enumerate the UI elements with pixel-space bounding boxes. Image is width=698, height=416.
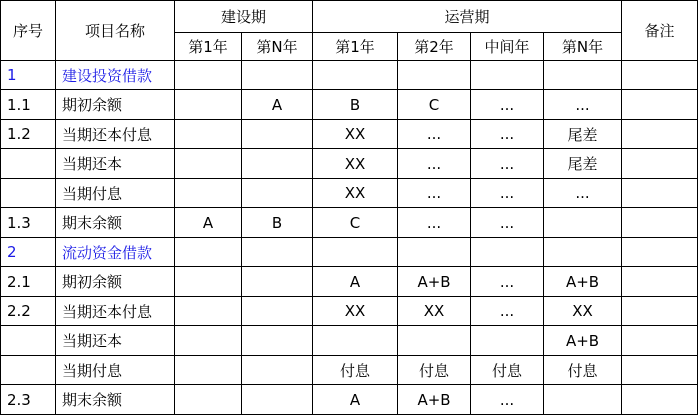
header-row-1 xyxy=(1,1,698,33)
table-row xyxy=(1,178,698,207)
header-operation-yearN: 第N年 xyxy=(544,32,622,60)
row-value-cell xyxy=(175,385,242,415)
row-seq xyxy=(1,149,56,178)
row-value-cell xyxy=(175,296,242,325)
row-value-cell: ... xyxy=(398,208,471,237)
row-value-cell: ... xyxy=(398,178,471,207)
row-value-cell: A xyxy=(313,385,398,415)
row-remark-cell xyxy=(622,90,698,119)
row-value-cell: B xyxy=(242,208,313,237)
row-value-cell: A+B xyxy=(398,267,471,296)
row-value-cell: C xyxy=(398,90,471,119)
row-value-cell xyxy=(242,355,313,384)
row-value-cell xyxy=(175,326,242,355)
row-value-cell: ... xyxy=(471,385,544,415)
row-value-cell xyxy=(313,237,398,266)
row-value-cell: ... xyxy=(544,90,622,119)
header-remark: 备注 xyxy=(622,1,698,61)
row-value-cell xyxy=(544,237,622,266)
table-row xyxy=(1,208,698,237)
row-value-cell: ... xyxy=(398,119,471,148)
row-value-cell: 付息 xyxy=(313,355,398,384)
table-row xyxy=(1,119,698,148)
row-seq xyxy=(1,178,56,207)
row-item-name: 当期付息 xyxy=(56,178,175,207)
row-value-cell: XX xyxy=(398,296,471,325)
row-value-cell xyxy=(242,296,313,325)
row-value-cell: B xyxy=(313,90,398,119)
row-seq xyxy=(1,326,56,355)
row-remark-cell xyxy=(622,385,698,415)
row-value-cell xyxy=(544,61,622,90)
table-row xyxy=(1,149,698,178)
row-value-cell xyxy=(175,119,242,148)
row-value-cell xyxy=(242,326,313,355)
row-remark-cell xyxy=(622,237,698,266)
header-operation-period: 运营期 xyxy=(313,1,622,33)
row-remark-cell xyxy=(622,355,698,384)
row-value-cell xyxy=(242,119,313,148)
row-value-cell: 付息 xyxy=(471,355,544,384)
row-value-cell: A xyxy=(242,90,313,119)
row-value-cell xyxy=(175,355,242,384)
row-item-name: 期初余额 xyxy=(56,267,175,296)
row-item-name: 当期还本付息 xyxy=(56,119,175,148)
row-value-cell xyxy=(471,326,544,355)
row-value-cell xyxy=(313,61,398,90)
row-seq xyxy=(1,355,56,384)
row-value-cell: ... xyxy=(544,178,622,207)
row-value-cell: ... xyxy=(471,267,544,296)
row-value-cell: A+B xyxy=(544,267,622,296)
table-row xyxy=(1,326,698,355)
row-value-cell xyxy=(242,149,313,178)
row-remark-cell xyxy=(622,326,698,355)
row-value-cell: ... xyxy=(471,149,544,178)
row-value-cell xyxy=(398,61,471,90)
row-value-cell xyxy=(175,267,242,296)
row-value-cell xyxy=(175,61,242,90)
row-value-cell xyxy=(313,326,398,355)
row-value-cell: XX xyxy=(313,296,398,325)
table-row xyxy=(1,90,698,119)
row-item-name: 建设投资借款 xyxy=(56,61,175,90)
row-value-cell xyxy=(175,237,242,266)
row-value-cell: ... xyxy=(471,296,544,325)
row-seq: 1.2 xyxy=(1,119,56,148)
row-remark-cell xyxy=(622,296,698,325)
row-value-cell xyxy=(175,149,242,178)
header-construction-yearN: 第N年 xyxy=(242,32,313,60)
row-value-cell: 付息 xyxy=(398,355,471,384)
header-operation-year2: 第2年 xyxy=(398,32,471,60)
table-row xyxy=(1,355,698,384)
header-construction-year1: 第1年 xyxy=(175,32,242,60)
row-value-cell: A+B xyxy=(544,326,622,355)
row-value-cell xyxy=(471,237,544,266)
row-value-cell: C xyxy=(313,208,398,237)
row-value-cell: A+B xyxy=(398,385,471,415)
table-row xyxy=(1,296,698,325)
row-seq: 2.2 xyxy=(1,296,56,325)
table-row xyxy=(1,237,698,266)
row-item-name: 期初余额 xyxy=(56,90,175,119)
row-seq: 1 xyxy=(1,61,56,90)
row-item-name: 当期付息 xyxy=(56,355,175,384)
row-remark-cell xyxy=(622,61,698,90)
row-value-cell: A xyxy=(313,267,398,296)
table-row xyxy=(1,267,698,296)
header-item-name: 项目名称 xyxy=(56,1,175,61)
row-value-cell: ... xyxy=(398,149,471,178)
row-value-cell: 付息 xyxy=(544,355,622,384)
header-operation-year1: 第1年 xyxy=(313,32,398,60)
row-value-cell: ... xyxy=(471,90,544,119)
row-value-cell: A xyxy=(175,208,242,237)
row-value-cell xyxy=(242,178,313,207)
row-value-cell: ... xyxy=(471,119,544,148)
row-item-name: 流动资金借款 xyxy=(56,237,175,266)
row-value-cell xyxy=(544,385,622,415)
row-value-cell xyxy=(242,237,313,266)
row-seq: 1.1 xyxy=(1,90,56,119)
row-value-cell: ... xyxy=(471,178,544,207)
row-value-cell: XX xyxy=(313,149,398,178)
row-value-cell xyxy=(242,385,313,415)
table-row xyxy=(1,385,698,415)
row-item-name: 期末余额 xyxy=(56,385,175,415)
row-value-cell xyxy=(175,90,242,119)
row-remark-cell xyxy=(622,267,698,296)
row-remark-cell xyxy=(622,178,698,207)
row-value-cell xyxy=(175,178,242,207)
row-value-cell xyxy=(544,208,622,237)
header-operation-middle-year: 中间年 xyxy=(471,32,544,60)
row-seq: 1.3 xyxy=(1,208,56,237)
row-item-name: 当期还本 xyxy=(56,326,175,355)
row-value-cell xyxy=(398,237,471,266)
row-value-cell xyxy=(471,61,544,90)
row-value-cell: ... xyxy=(471,208,544,237)
row-seq: 2 xyxy=(1,237,56,266)
row-value-cell xyxy=(242,61,313,90)
row-remark-cell xyxy=(622,119,698,148)
row-seq: 2.1 xyxy=(1,267,56,296)
row-value-cell: XX xyxy=(313,178,398,207)
row-value-cell xyxy=(398,326,471,355)
row-item-name: 期末余额 xyxy=(56,208,175,237)
row-item-name: 当期还本付息 xyxy=(56,296,175,325)
header-construction-period: 建设期 xyxy=(175,1,313,33)
row-remark-cell xyxy=(622,208,698,237)
row-seq: 2.3 xyxy=(1,385,56,415)
row-item-name: 当期还本 xyxy=(56,149,175,178)
row-remark-cell xyxy=(622,149,698,178)
row-value-cell: XX xyxy=(544,296,622,325)
row-value-cell: XX xyxy=(313,119,398,148)
row-value-cell: 尾差 xyxy=(544,149,622,178)
row-value-cell xyxy=(242,267,313,296)
header-seq: 序号 xyxy=(1,1,56,61)
table-row xyxy=(1,61,698,90)
row-value-cell: 尾差 xyxy=(544,119,622,148)
